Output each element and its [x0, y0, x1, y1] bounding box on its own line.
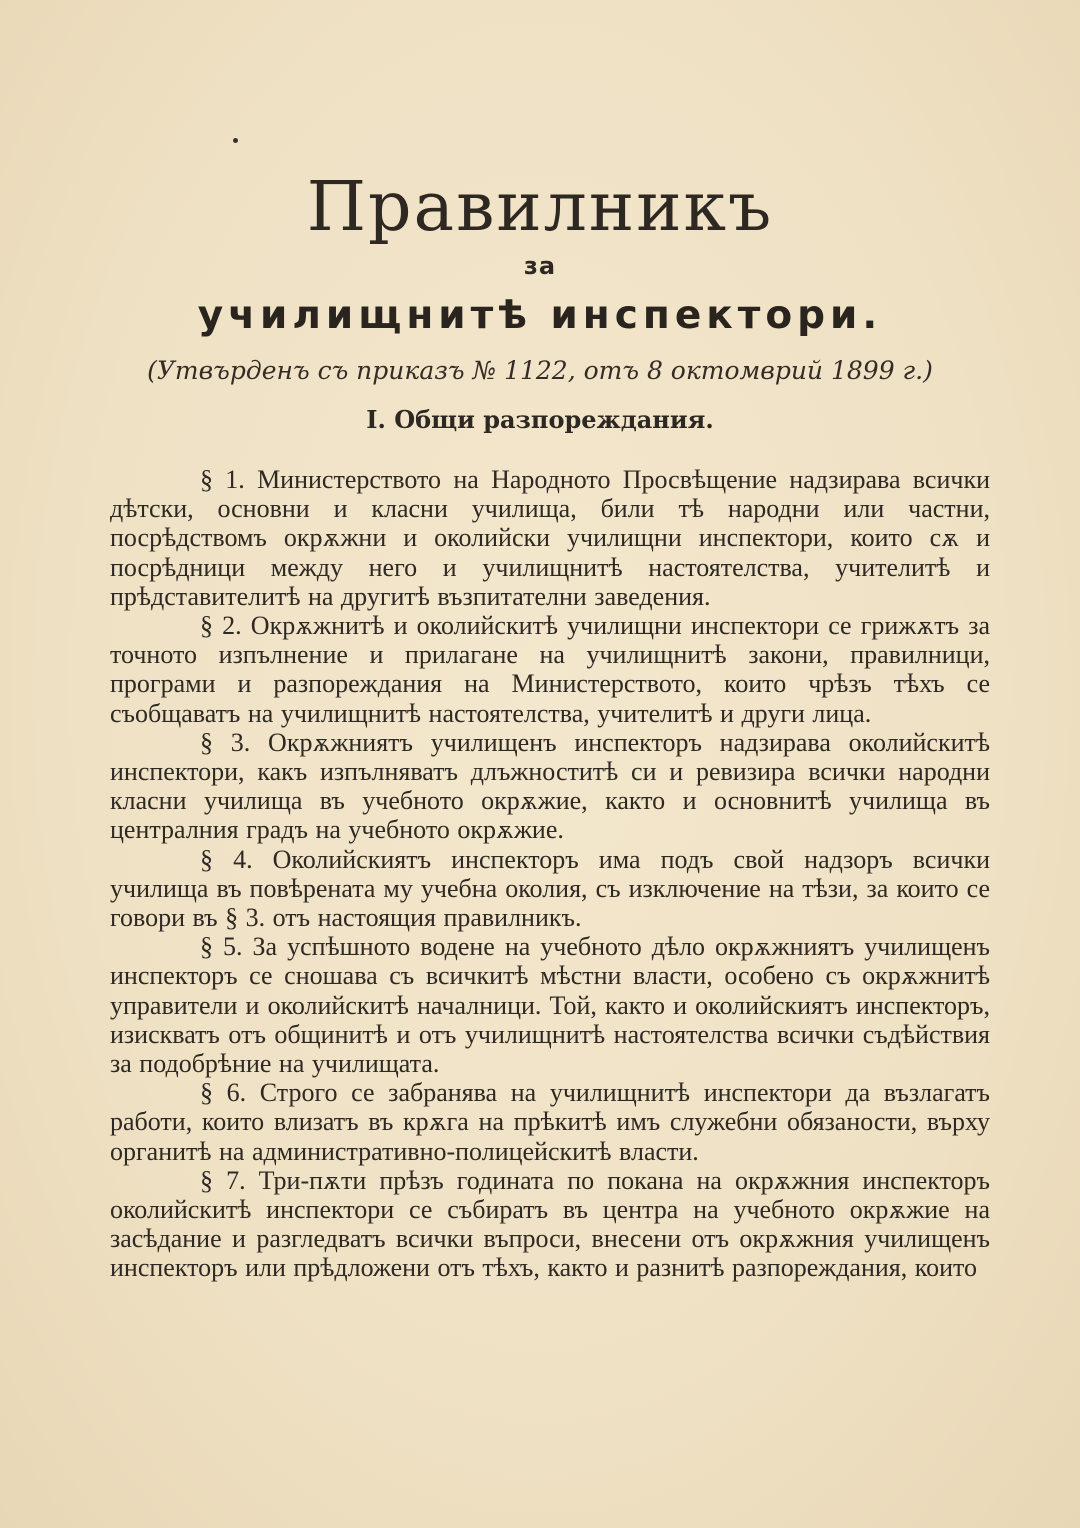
ink-speck — [233, 138, 238, 143]
document-subtitle: училищнитѣ инспектори. — [197, 293, 883, 338]
approval-note: (Утвърденъ съ приказъ № 1122, отъ 8 октомврий 1899 г.) — [147, 356, 933, 385]
document-title: Правилникъ — [306, 168, 774, 247]
paragraph-1: § 1. Министерството на Народното Просвѣщение надзирава всички дѣтски, основни и класни училища, били тѣ народни или частни, посрѣдствомъ окрѫжни и околийски училищни инспектори, които сѫ и посрѣдници между него и училищнитѣ настоятелства, учителитѣ и прѣдставителитѣ на другитѣ възпитателни заведения. — [110, 465, 990, 611]
paragraph-5: § 5. За успѣшното водене на учебното дѣло окрѫжниятъ училищенъ инспекторъ се сношава съ всичкитѣ мѣстни власти, особено съ окрѫжнитѣ управители и околийскитѣ началници. Той, както и околийскиятъ инспекторъ, изискватъ отъ общинитѣ и отъ училищнитѣ настоятелства всички съдѣйствия за подобрѣние на училищата. — [110, 932, 990, 1079]
paragraph-7: § 7. Три-пѫти прѣзъ годината по покана на окрѫжния инспекторъ околийскитѣ инспектори се събиратъ въ центра на учебното окрѫжие на засѣдание и разгледватъ всички въпроси, внесени отъ окрѫжния училищенъ инспекторъ или прѣдложени отъ тѣхъ, както и разнитѣ разпореждания, които — [110, 1165, 990, 1283]
paragraph-3: § 3. Окрѫжниятъ училищенъ инспекторъ надзирава околийскитѣ инспектори, какъ изпълняватъ длъжноститѣ си и ревизира всички народни класни училища въ учебното окрѫжие, както и основнитѣ училища въ централния градъ на учебното окрѫжие. — [110, 727, 990, 845]
paragraph-4: § 4. Околийскиятъ инспекторъ има подъ свой надзоръ всички училища въ повѣрената му учебна околия, съ изключение на тѣзи, за които се говори въ § 3. отъ настоящия правилникъ. — [110, 844, 990, 933]
paragraph-2: § 2. Окрѫжнитѣ и околийскитѣ училищни инспектори се грижѫтъ за точното изпълнение и прилагане на училищнитѣ закони, правилници, програми и разпореждания на Министерството, които чрѣзъ тѣхъ се съобщаватъ на училищнитѣ настоятелства, учителитѣ и други лица. — [110, 611, 990, 728]
document-body — [110, 465, 990, 1283]
title-connector: за — [523, 252, 557, 280]
paragraph-6: § 6. Строго се забранява на училищнитѣ инспектори да възлагатъ работи, които влизатъ въ крѫга на прѣкитѣ имъ служебни обязаности, върху органитѣ на административно-полицейскитѣ власти. — [110, 1078, 990, 1166]
section-heading: I. Общи разпореждания. — [366, 405, 714, 434]
